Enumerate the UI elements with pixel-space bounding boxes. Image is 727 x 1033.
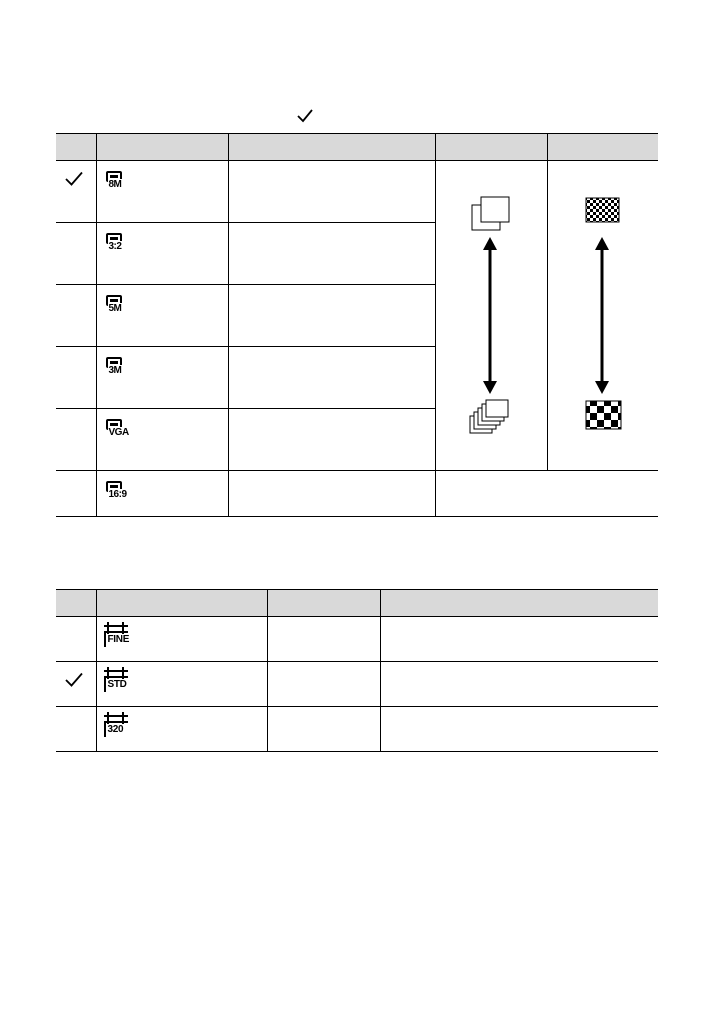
image-size-8m-icon: 8M: [106, 171, 132, 191]
single-frame-icon: [472, 197, 509, 230]
row-usage-cell: [380, 707, 658, 752]
row-span-cell: [435, 471, 658, 517]
row-icon-cell: [96, 347, 228, 409]
table-row: [56, 662, 658, 707]
movie-fine-icon: FINE: [104, 625, 136, 649]
row-mark-cell: [56, 707, 96, 752]
header-cell-frame: [267, 590, 380, 617]
header-cell-mark: [56, 134, 96, 161]
row-icon-cell: [96, 285, 228, 347]
image-size-table: [56, 133, 658, 517]
row-icon-cell: [96, 617, 267, 662]
row-icon-cell: [96, 223, 228, 285]
row-desc-cell: [228, 285, 435, 347]
header-cell-size: [96, 134, 228, 161]
row-mark-cell: [56, 617, 96, 662]
row-icon-cell: [96, 471, 228, 517]
header-cell-movie-size: [96, 590, 267, 617]
number-of-images-cell: [435, 161, 547, 471]
image-size-vga-icon: VGA: [106, 419, 132, 439]
double-arrow-icon: [595, 237, 609, 394]
stacked-frames-icon: [470, 400, 508, 433]
row-mark-cell: [56, 662, 96, 707]
table-row: [56, 617, 658, 662]
coarse-checker-icon: [586, 401, 621, 429]
header-cell-mark: [56, 590, 96, 617]
row-desc-cell: [228, 471, 435, 517]
table-row: [56, 161, 658, 223]
image-size-5m-icon: 5M: [106, 295, 132, 315]
note-checkmark-icon: [297, 109, 313, 123]
header-cell-number-of-images: [435, 134, 547, 161]
row-icon-cell: [96, 707, 267, 752]
row-desc-cell: [228, 223, 435, 285]
printing-cell: [547, 161, 658, 471]
row-frame-cell: [267, 617, 380, 662]
selected-checkmark-icon: [65, 672, 83, 687]
table-row: [56, 471, 658, 517]
table-row: [56, 707, 658, 752]
row-frame-cell: [267, 707, 380, 752]
double-arrow-icon: [483, 237, 497, 394]
movie-size-table: [56, 589, 658, 752]
row-desc-cell: [228, 409, 435, 471]
row-mark-cell: [56, 471, 96, 517]
fine-checker-icon: [586, 198, 619, 222]
image-size-3-2-icon: 3:2: [106, 233, 132, 253]
movie-std-icon: STD: [104, 670, 136, 694]
row-usage-cell: [380, 617, 658, 662]
row-mark-cell: [56, 285, 96, 347]
selected-checkmark-icon: [65, 171, 83, 186]
image-size-header-row: [56, 134, 658, 161]
row-icon-cell: [96, 161, 228, 223]
row-icon-cell: [96, 409, 228, 471]
row-desc-cell: [228, 347, 435, 409]
row-mark-cell: [56, 161, 96, 223]
header-cell-printing: [547, 134, 658, 161]
image-size-16-9-icon: 16:9: [106, 481, 132, 501]
header-cell-guidelines: [228, 134, 435, 161]
row-icon-cell: [96, 662, 267, 707]
movie-320-icon: 320: [104, 715, 136, 739]
fewer-more-images-graphic: [436, 161, 548, 469]
fine-rough-print-graphic: [548, 161, 659, 469]
row-mark-cell: [56, 223, 96, 285]
header-cell-usage: [380, 590, 658, 617]
row-mark-cell: [56, 347, 96, 409]
row-mark-cell: [56, 409, 96, 471]
row-usage-cell: [380, 662, 658, 707]
image-size-3m-icon: 3M: [106, 357, 132, 377]
row-desc-cell: [228, 161, 435, 223]
row-frame-cell: [267, 662, 380, 707]
movie-size-header-row: [56, 590, 658, 617]
